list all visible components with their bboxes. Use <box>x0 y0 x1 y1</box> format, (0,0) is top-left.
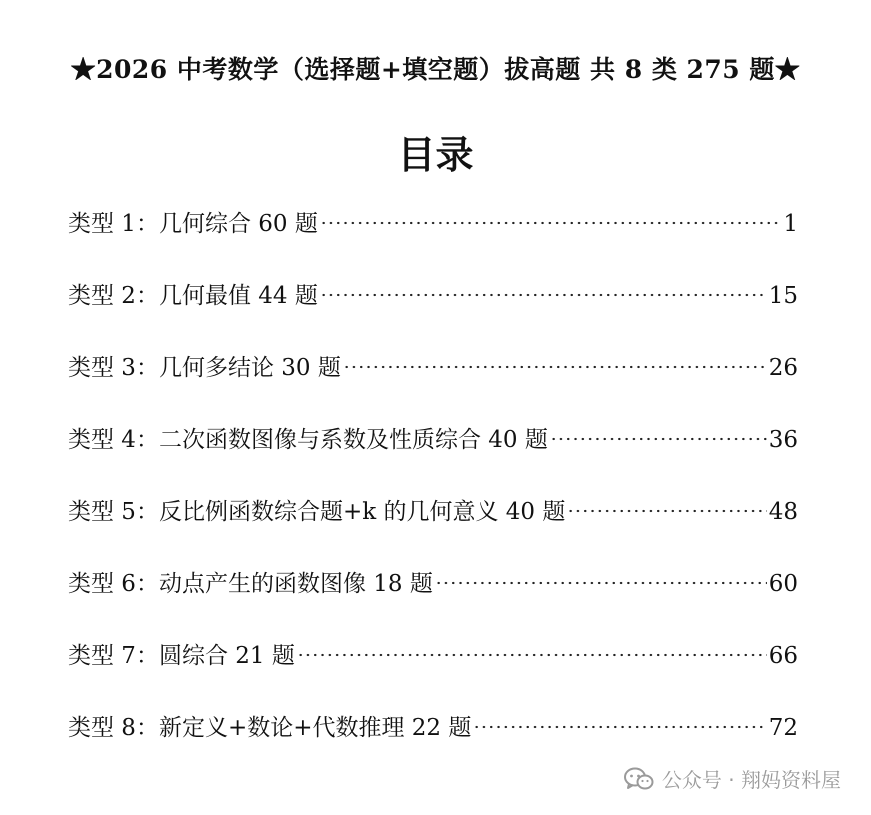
toc-entry-page: 48 <box>768 499 798 525</box>
toc-entry[interactable] <box>68 205 798 277</box>
toc-entry-label: 类型 5：反比例函数综合题+k 的几何意义 40 题 <box>68 499 566 525</box>
toc-entry[interactable] <box>68 421 798 493</box>
toc-leader-dots <box>567 509 766 513</box>
toc-leader-dots <box>473 725 766 729</box>
toc-entry-page: 26 <box>768 355 798 381</box>
toc-entry-label: 类型 7：圆综合 21 题 <box>68 643 295 669</box>
toc-entry[interactable] <box>68 349 798 421</box>
toc-heading: 目录 <box>397 132 474 177</box>
toc-leader-dots <box>343 365 767 369</box>
toc-entry-page: 1 <box>783 211 798 237</box>
toc-entry-label: 类型 6：动点产生的函数图像 18 题 <box>68 571 433 597</box>
toc-leader-dots <box>320 293 767 297</box>
toc-leader-dots <box>320 221 782 225</box>
toc-entry-page: 66 <box>768 643 798 669</box>
toc-leader-dots <box>435 581 767 585</box>
toc-list <box>68 205 798 781</box>
document-title: ★2026 中考数学（选择题+填空题）拔高题 共 8 类 275 题★ <box>70 55 801 84</box>
toc-entry-label: 类型 8：新定义+数论+代数推理 22 题 <box>68 715 472 741</box>
toc-entry[interactable] <box>68 565 798 637</box>
toc-entry[interactable] <box>68 637 798 709</box>
wechat-icon <box>624 767 654 791</box>
toc-entry-page: 15 <box>768 283 798 309</box>
toc-entry-label: 类型 1：几何综合 60 题 <box>68 211 318 237</box>
toc-entry-page: 36 <box>768 427 798 453</box>
toc-entry[interactable] <box>68 277 798 349</box>
toc-entry[interactable] <box>68 493 798 565</box>
toc-entry-label: 类型 3：几何多结论 30 题 <box>68 355 341 381</box>
toc-entry-page: 72 <box>768 715 798 741</box>
watermark-text: 公众号 · 翔妈资料屋 <box>661 768 841 792</box>
toc-leader-dots <box>297 653 767 657</box>
toc-entry-page: 60 <box>768 571 798 597</box>
toc-leader-dots <box>550 437 767 441</box>
toc-entry-label: 类型 4：二次函数图像与系数及性质综合 40 题 <box>68 427 548 453</box>
watermark <box>624 764 841 793</box>
toc-entry-label: 类型 2：几何最值 44 题 <box>68 283 318 309</box>
